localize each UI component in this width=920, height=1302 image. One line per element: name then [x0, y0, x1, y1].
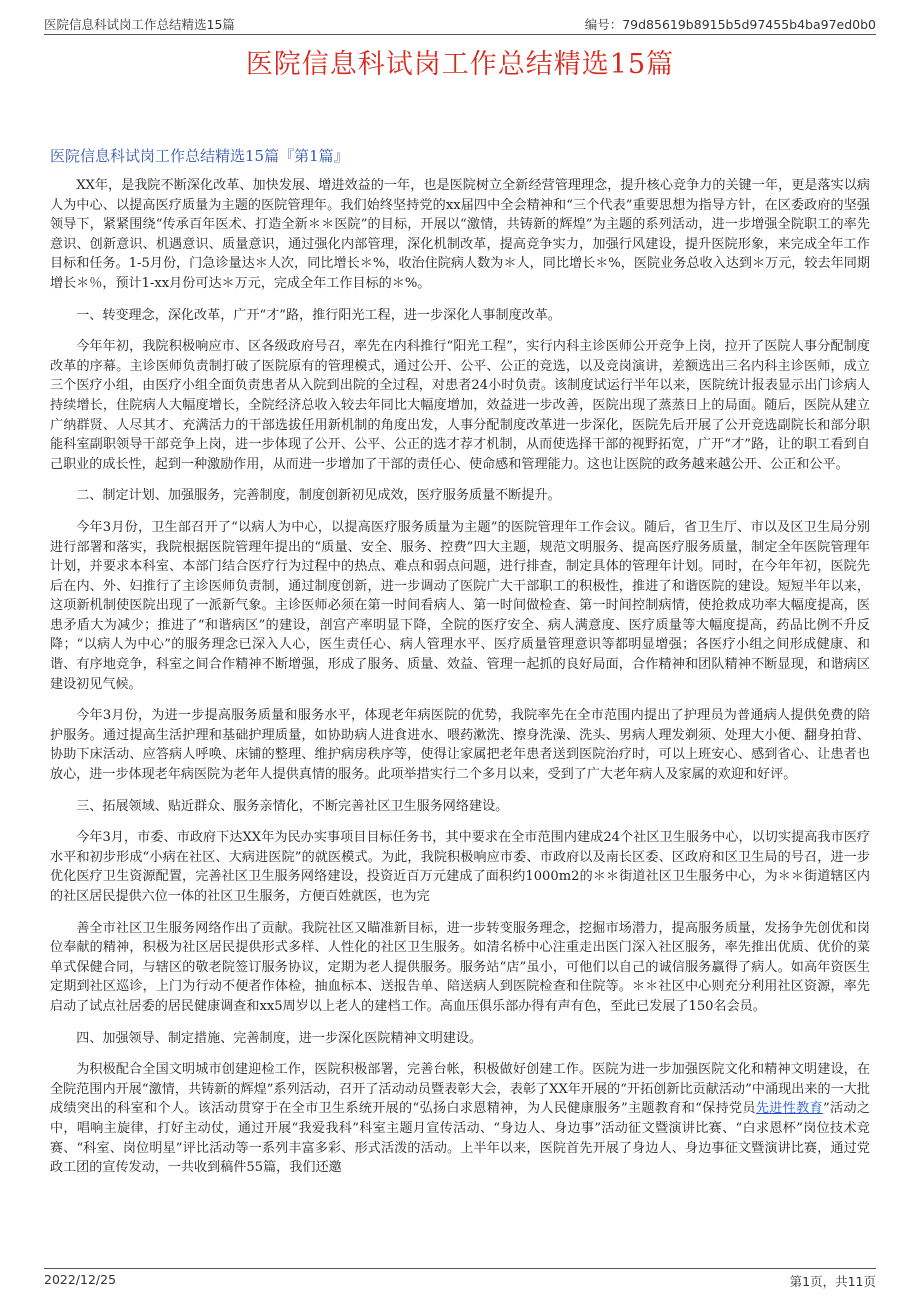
page-header [44, 12, 876, 35]
section-heading: 医院信息科试岗工作总结精选15篇『第1篇』 [50, 147, 349, 165]
paragraph-heading-4: 四、加强领导、制定措施、完善制度，进一步深化医院精神文明建设。 [76, 1030, 483, 1046]
text-after-link: ”活动之中，唱响主旋律，打好主动仗，通过开展“我爱我科”科室主题月宣传活动、“身边人、身边事”活动征文暨演讲比赛、“白求恩杯”岗位技术竞赛、“科室、岗位明星”评比活动等一系列丰富多彩、形式活泼的活动。上半年以来，医院首先开展了身边人、身边事征文暨演讲比赛，通过党政工团的宣传发动，一共收到稿件55篇，我们还邀 [50, 1101, 870, 1176]
page-footer [44, 1268, 876, 1289]
paragraph-body-last [50, 1060, 870, 1178]
paragraph-heading-3: 三、拓展领域、贴近群众、服务亲情化，不断完善社区卫生服务网络建设。 [76, 798, 509, 814]
page-number: 第1页，共11页 [789, 1274, 876, 1289]
paragraph-body: 今年3月份，卫生部召开了“以病人为中心，以提高医疗服务质量为主题”的医院管理年工作会议。随后，省卫生厅、市以及区卫生局分别进行部署和落实，我院根据医院管理年提出的“质量、安全、服务、控费”四大主题，规范文明服务、提高医疗服务质量，制定全年医院管理年计划，并要求本科室、本部门结合医疗行为过程中的热点、难点和弱点问题，进行排查，制定具体的管理年计划。同时，在今年年初，医院先后在内、外、妇推行了主诊医师负责制，通过制度创新，进一步调动了医院广大干部职工的积极性，推进了和谐医院的建设。短短半年以来，这项新机制使医院出现了一派新气象。主诊医师必须在第一时间看病人、第一时间做检查、第一时间控制病情，使抢救成功率大幅度提高，医患矛盾大为减少；推进了“和谐病区”的建设，剖宫产率明显下降，全院的医疗安全、病人满意度、医疗质量等大幅度提高，药品比例不升反降；“以病人为中心”的服务理念已深入人心，医生责任心、病人管理水平、医疗质量管理意识等都明显增强；各医疗小组之间形成健康、和谐、有序地竞争，科室之间合作精神不断增强，形成了服务、质量、效益、管理一起抓的良好局面，合作精神和团队精神不断显现，和谐病区建设初见气候。 [50, 519, 870, 692]
running-title: 医院信息科试岗工作总结精选15篇 [44, 17, 235, 32]
paragraph-intro: XX年，是我院不断深化改革、加快发展、增进效益的一年，也是医院树立全新经营管理理念，提升核心竞争力的关键一年，更是落实以病人为中心、以提高医疗质量为主题的医院管理年。我们始终坚持党的xx届四中全会精神和“三个代表”重要思想为指导方针，在区委政府的坚强领导下，紧紧围绕“传承百年医术、打造全新＊＊医院”的目标，开展以“激情，共铸新的辉煌”为主题的系列活动，进一步增强全院职工的率先意识、创新意识、机遇意识、质量意识，通过强化内部管理，深化机制改革，提高竞争实力，加强行风建设，提升医院形象，来完成全年工作目标和任务。1-5月份，门急诊量达＊人次，同比增长＊%，收治住院病人数为＊人，同比增长＊%，医院业务总收入达到＊万元，较去年同期增长＊％，预计1-xx月份可达＊万元，完成全年工作目标的＊%。 [50, 178, 870, 291]
document-body [50, 176, 870, 1266]
text-before-link: 为积极配合全国文明城市创建迎检工作，医院积极部署，完善台帐，积极做好创建工作。医院为进一步加强医院文化和精神文明建设，在全院范围内开展“激情，共铸新的辉煌”系列活动，召开了活动动员暨表彰大会，表彰了XX年开展的“开拓创新比贡献活动”中涌现出来的一大批成绩突出的科室和个人。该活动贯穿于在全市卫生系统开展的“弘扬白求恩精神，为人民健康服务”主题教育和“保持党员 [50, 1062, 870, 1117]
paragraph-body: 今年年初，我院积极响应市、区各级政府号召，率先在内科推行“阳光工程”，实行内科主诊医师公开竞争上岗，拉开了医院人事分配制度改革的序幕。主诊医师负责制打破了医院原有的管理模式，通过公开、公平、公正的竞选，以及竞岗演讲，差额选出三名内科主诊医师，成立三个医疗小组，由医疗小组全面负责患者从入院到出院的全过程，对患者24小时负责。该制度试运行半年以来，医院统计报表显示出门诊病人持续增长，住院病人大幅度增长，全院经济总收入较去年同比大幅度增加，效益进一步改善，医院出现了蒸蒸日上的局面。随后，医院从建立广纳群贤、人尽其才、充满活力的干部选拔任用新机制的角度出发，人事分配制度改革进一步深化，医院先后开展了公开竞选副院长和部分职能科室副职领导干部竞争上岗，进一步体现了公开、公平、公正的选才荐才机制，从而使选择干部的视野拓宽，广开“才”路，让的职工看到自己职业的成长性，起到一种激励作用，从而进一步增加了干部的责任心、使命感和管理能力。这也让医院的政务越来越公开、公正和公平。 [50, 339, 870, 472]
footer-date: 2022/12/25 [44, 1272, 117, 1287]
paragraph-heading-1: 一、转变理念，深化改革，广开“才”路，推行阳光工程，进一步深化人事制度改革。 [76, 307, 561, 323]
paragraph-body: 今年3月份，为进一步提高服务质量和服务水平，体现老年病医院的优势，我院率先在全市范围内提出了护理员为普通病人提供免费的陪护服务。通过提高生活护理和基础护理质量，如协助病人进食进水、喂药漱洗、擦身洗澡、洗头、男病人理发剃须、处理大小便、翻身拍背、协助下床活动、应答病人呼唤、床铺的整理、维护病房秩序等，使得让家属把老年患者送到医院治疗时，可以上班安心、感到省心、让患者也放心，进一步体现老年病医院为老年人提供真情的服务。此项举措实行二个多月以来，受到了广大老年病人及家属的欢迎和好评。 [50, 708, 870, 783]
paragraph-heading-2: 二、制定计划、加强服务，完善制度，制度创新初见成效，医疗服务质量不断提升。 [76, 488, 561, 504]
paragraph-body: 善全市社区卫生服务网络作出了贡献。我院社区又瞄准新目标，进一步转变服务理念，挖掘市场潜力，提高服务质量，发扬争先创优和岗位奉献的精神，积极为社区居民提供形式多样、人性化的社区卫生服务。如清名桥中心注重走出医门深入社区服务，率先推出优质、优价的菜单式保健合同，与辖区的敬老院签订服务协议，定期为老人提供服务。服务站“店”虽小，可他们以自己的诚信服务赢得了病人。如高年资医生定期到社区巡诊，上门为行动不便者作体检，抽血标本、送报告单、陪送病人到医院检查和住院等。＊＊社区中心则充分利用社区资源，率先启动了试点社居委的居民健康调查和xx5周岁以上老人的建档工作。高血压俱乐部办得有声有色，至此已发展了150名会员。 [50, 920, 870, 1014]
advanced-education-link[interactable]: 先进性教育 [755, 1101, 824, 1117]
paragraph-body: 今年3月，市委、市政府下达XX年为民办实事项目目标任务书，其中要求在全市范围内建成24个社区卫生服务中心，以切实提高我市医疗水平和初步形成“小病在社区、大病进医院”的就医模式。为此，我院积极响应市委、市政府以及南长区委、区政府和区卫生局的号召，进一步优化医疗卫生资源配置，完善社区卫生服务网络建设，投资近百万元建成了面积约1000m2的＊＊街道社区卫生服务中心，为＊＊街道辖区内的社区居民提供六位一体的社区卫生服务，方便百姓就医，也为完 [50, 830, 870, 904]
document-title: 医院信息科试岗工作总结精选15篇 [245, 49, 675, 80]
document-number: 编号：79d85619b8915b5d97455b4ba97ed0b0 [584, 17, 876, 32]
